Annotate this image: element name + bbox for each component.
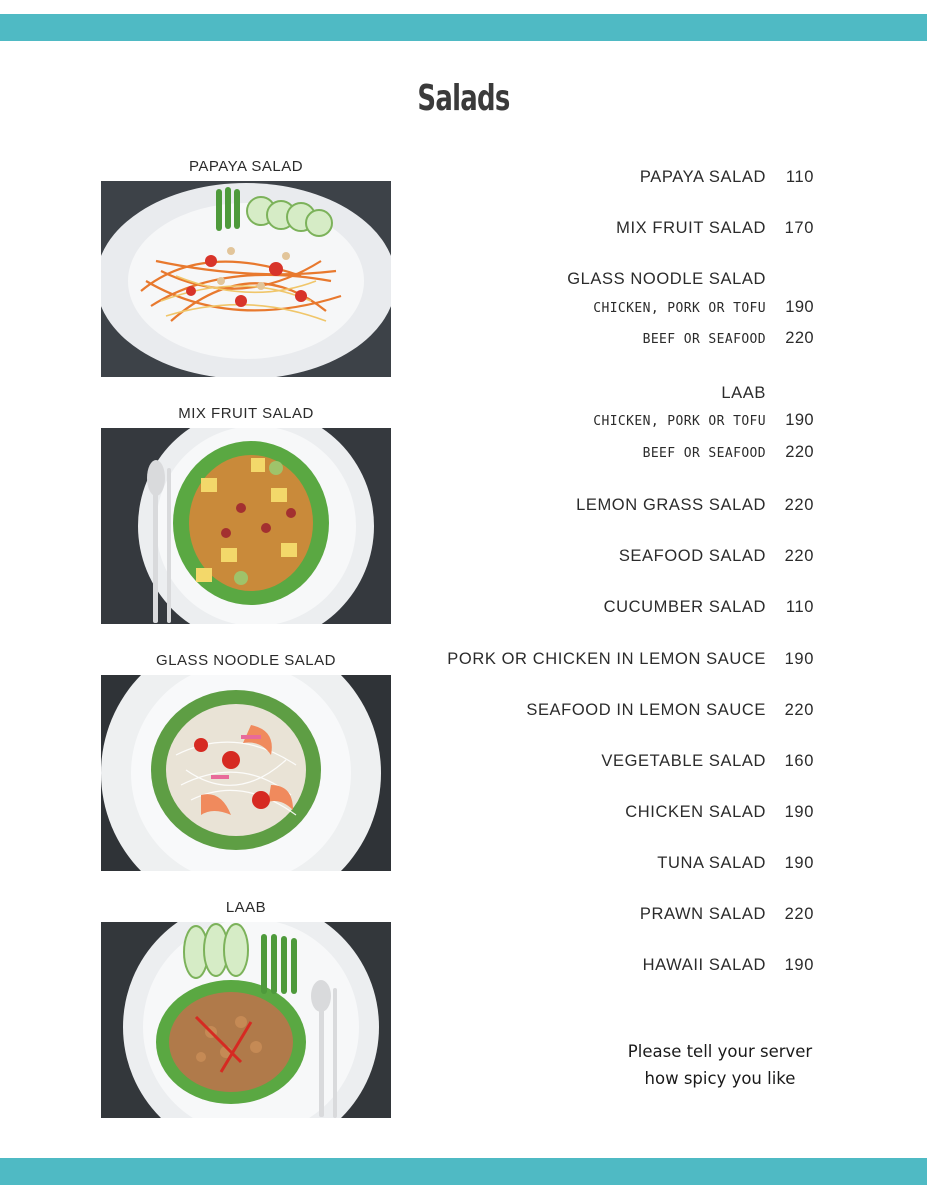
menu-item-cucumber-salad — [604, 598, 814, 617]
menu-option-laab-beef — [643, 443, 814, 462]
item-price: 110 — [785, 168, 814, 186]
menu-item-tuna-salad — [657, 854, 814, 873]
laab-photo — [101, 922, 391, 1118]
item-price: 190 — [784, 956, 814, 974]
mix-fruit-salad-photo — [101, 428, 391, 624]
item-price: 190 — [784, 650, 814, 668]
item-name: PRAWN SALAD — [639, 905, 766, 923]
item-price: 160 — [784, 752, 814, 770]
item-name: SEAFOOD SALAD — [618, 547, 766, 565]
option-name: BEEF OR SEAFOOD — [642, 446, 766, 461]
photo-label: PAPAYA SALAD — [188, 158, 304, 175]
papaya-salad-photo — [101, 181, 391, 377]
menu-item-seafood-lemon-sauce — [526, 701, 814, 720]
photo-block-laab — [101, 898, 391, 1118]
photo-block-mix-fruit-salad — [101, 404, 391, 624]
menu-item-vegetable-salad — [601, 752, 814, 771]
photo-label: LAAB — [225, 899, 267, 916]
menu-item-seafood-salad — [619, 547, 814, 566]
item-name: TUNA SALAD — [657, 854, 766, 872]
item-price: 220 — [784, 496, 814, 514]
photo-label: MIX FRUIT SALAD — [178, 405, 314, 422]
item-name: CUCUMBER SALAD — [603, 598, 766, 616]
item-price: 220 — [784, 547, 814, 565]
item-price: 190 — [784, 803, 814, 821]
menu-item-prawn-salad — [640, 905, 814, 924]
option-name: BEEF OR SEAFOOD — [642, 332, 766, 347]
item-price: 190 — [784, 854, 814, 872]
item-name: PORK OR CHICKEN IN LEMON SAUCE — [447, 650, 766, 668]
menu-option-glass-noodle-chicken — [593, 298, 814, 317]
item-name: CHICKEN SALAD — [625, 803, 766, 821]
menu-item-papaya-salad — [640, 168, 814, 187]
option-name: CHICKEN, PORK OR TOFU — [593, 414, 766, 429]
glass-noodle-salad-photo — [101, 675, 391, 871]
option-price: 190 — [785, 411, 814, 429]
menu-item-hawaii-salad — [643, 956, 814, 975]
bottom-accent-band — [0, 1158, 927, 1185]
item-name: LAAB — [721, 384, 766, 402]
item-price: 170 — [784, 219, 814, 237]
item-name: LEMON GRASS SALAD — [576, 496, 766, 514]
item-name: SEAFOOD IN LEMON SAUCE — [526, 701, 766, 719]
spice-note-line-1: Please tell your server — [627, 1042, 813, 1061]
spice-note-line-2: how spicy you like — [644, 1069, 796, 1088]
menu-option-laab-chicken — [593, 411, 814, 430]
item-price: 220 — [784, 701, 814, 719]
item-name: GLASS NOODLE SALAD — [567, 270, 766, 288]
item-name: MIX FRUIT SALAD — [616, 219, 766, 237]
option-price: 220 — [785, 329, 814, 347]
menu-item-chicken-salad — [625, 803, 814, 822]
item-name: VEGETABLE SALAD — [601, 752, 766, 770]
menu-item-glass-noodle-salad — [567, 270, 814, 289]
top-accent-band — [0, 14, 927, 41]
option-name: CHICKEN, PORK OR TOFU — [593, 301, 766, 316]
item-price: 110 — [785, 598, 814, 616]
item-name: HAWAII SALAD — [642, 956, 766, 974]
menu-item-mix-fruit-salad — [616, 219, 814, 238]
photo-block-papaya-salad — [101, 157, 391, 377]
option-price: 220 — [785, 443, 814, 461]
item-name: PAPAYA SALAD — [639, 168, 766, 186]
photo-block-glass-noodle-salad — [101, 651, 391, 871]
spice-note — [590, 1038, 850, 1092]
menu-item-laab — [721, 384, 814, 403]
page-title: Salads — [417, 78, 510, 119]
menu-option-glass-noodle-beef — [643, 329, 814, 348]
menu-item-lemon-grass-salad — [576, 496, 814, 515]
item-price: 220 — [784, 905, 814, 923]
menu-item-pork-chicken-lemon-sauce — [447, 650, 814, 669]
option-price: 190 — [785, 298, 814, 316]
photo-label: GLASS NOODLE SALAD — [156, 652, 336, 669]
